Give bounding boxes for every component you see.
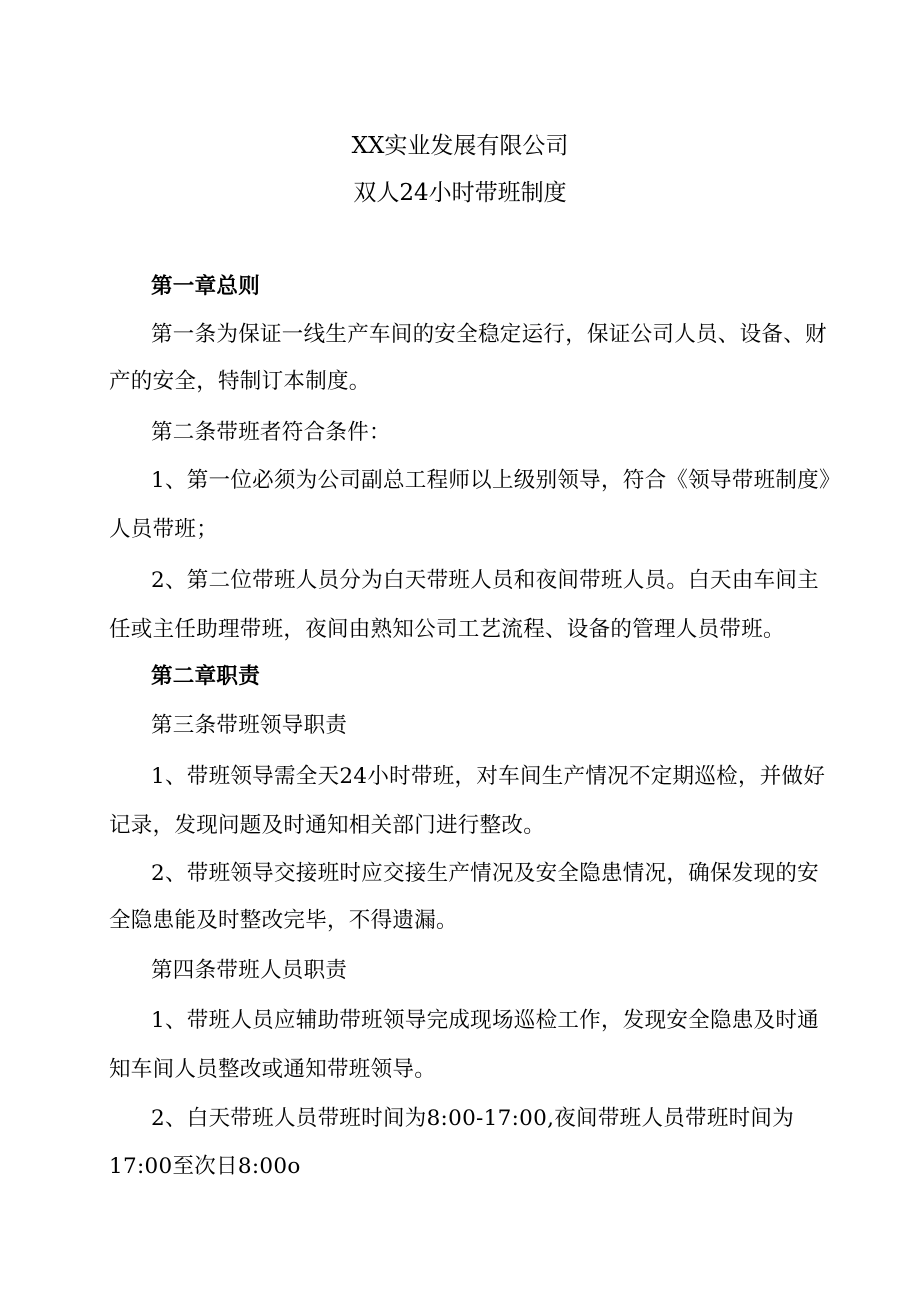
article3-item1-line2: 记录，发现问题及时通知相关部门进行整改。 — [109, 813, 546, 838]
article4-item2-line2: 17:00至次日8:00o — [109, 1154, 301, 1179]
company-title: XX实业发展有限公司 — [351, 133, 569, 159]
chapter2-heading: 第二章职责 — [151, 664, 261, 689]
article1-line2: 产的安全，特制订本制度。 — [109, 369, 371, 394]
article1-line1: 第一条为保证一线生产车间的安全稳定运行，保证公司人员、设备、财 — [151, 322, 827, 347]
article2-item1-line2: 人员带班； — [109, 517, 219, 542]
article2-item2-line2: 任或主任助理带班，夜间由熟知公司工艺流程、设备的管理人员带班。 — [109, 617, 785, 642]
article4-item1-line2: 知车间人员整改或通知带班领导。 — [109, 1057, 437, 1082]
article4: 第四条带班人员职责 — [151, 958, 348, 983]
article4-item2-line1: 2、白天带班人员带班时间为8:00-17:00,夜间带班人员带班时间为 — [151, 1106, 795, 1131]
article4-item1-line1: 1、带班人员应辅助带班领导完成现场巡检工作，发现安全隐患及时通 — [151, 1008, 819, 1033]
article3: 第三条带班领导职责 — [151, 713, 348, 738]
article3-item2-line1: 2、带班领导交接班时应交接生产情况及安全隐患情况，确保发现的安 — [151, 861, 819, 886]
article2-item1-line1: 1、第一位必须为公司副总工程师以上级别领导，符合《领导带班制度》 — [151, 468, 841, 493]
article2: 第二条带班者符合条件： — [151, 420, 391, 445]
article2-item2-line1: 2、第二位带班人员分为白天带班人员和夜间带班人员。白天由车间主 — [151, 568, 819, 593]
article3-item1-line1: 1、带班领导需全天24小时带班，对车间生产情况不定期巡检，并做好 — [151, 764, 826, 789]
document-title: 双人24小时带班制度 — [353, 180, 567, 206]
article3-item2-line2: 全隐患能及时整改完毕，不得遗漏。 — [109, 908, 458, 933]
chapter1-heading: 第一章总则 — [151, 274, 261, 299]
